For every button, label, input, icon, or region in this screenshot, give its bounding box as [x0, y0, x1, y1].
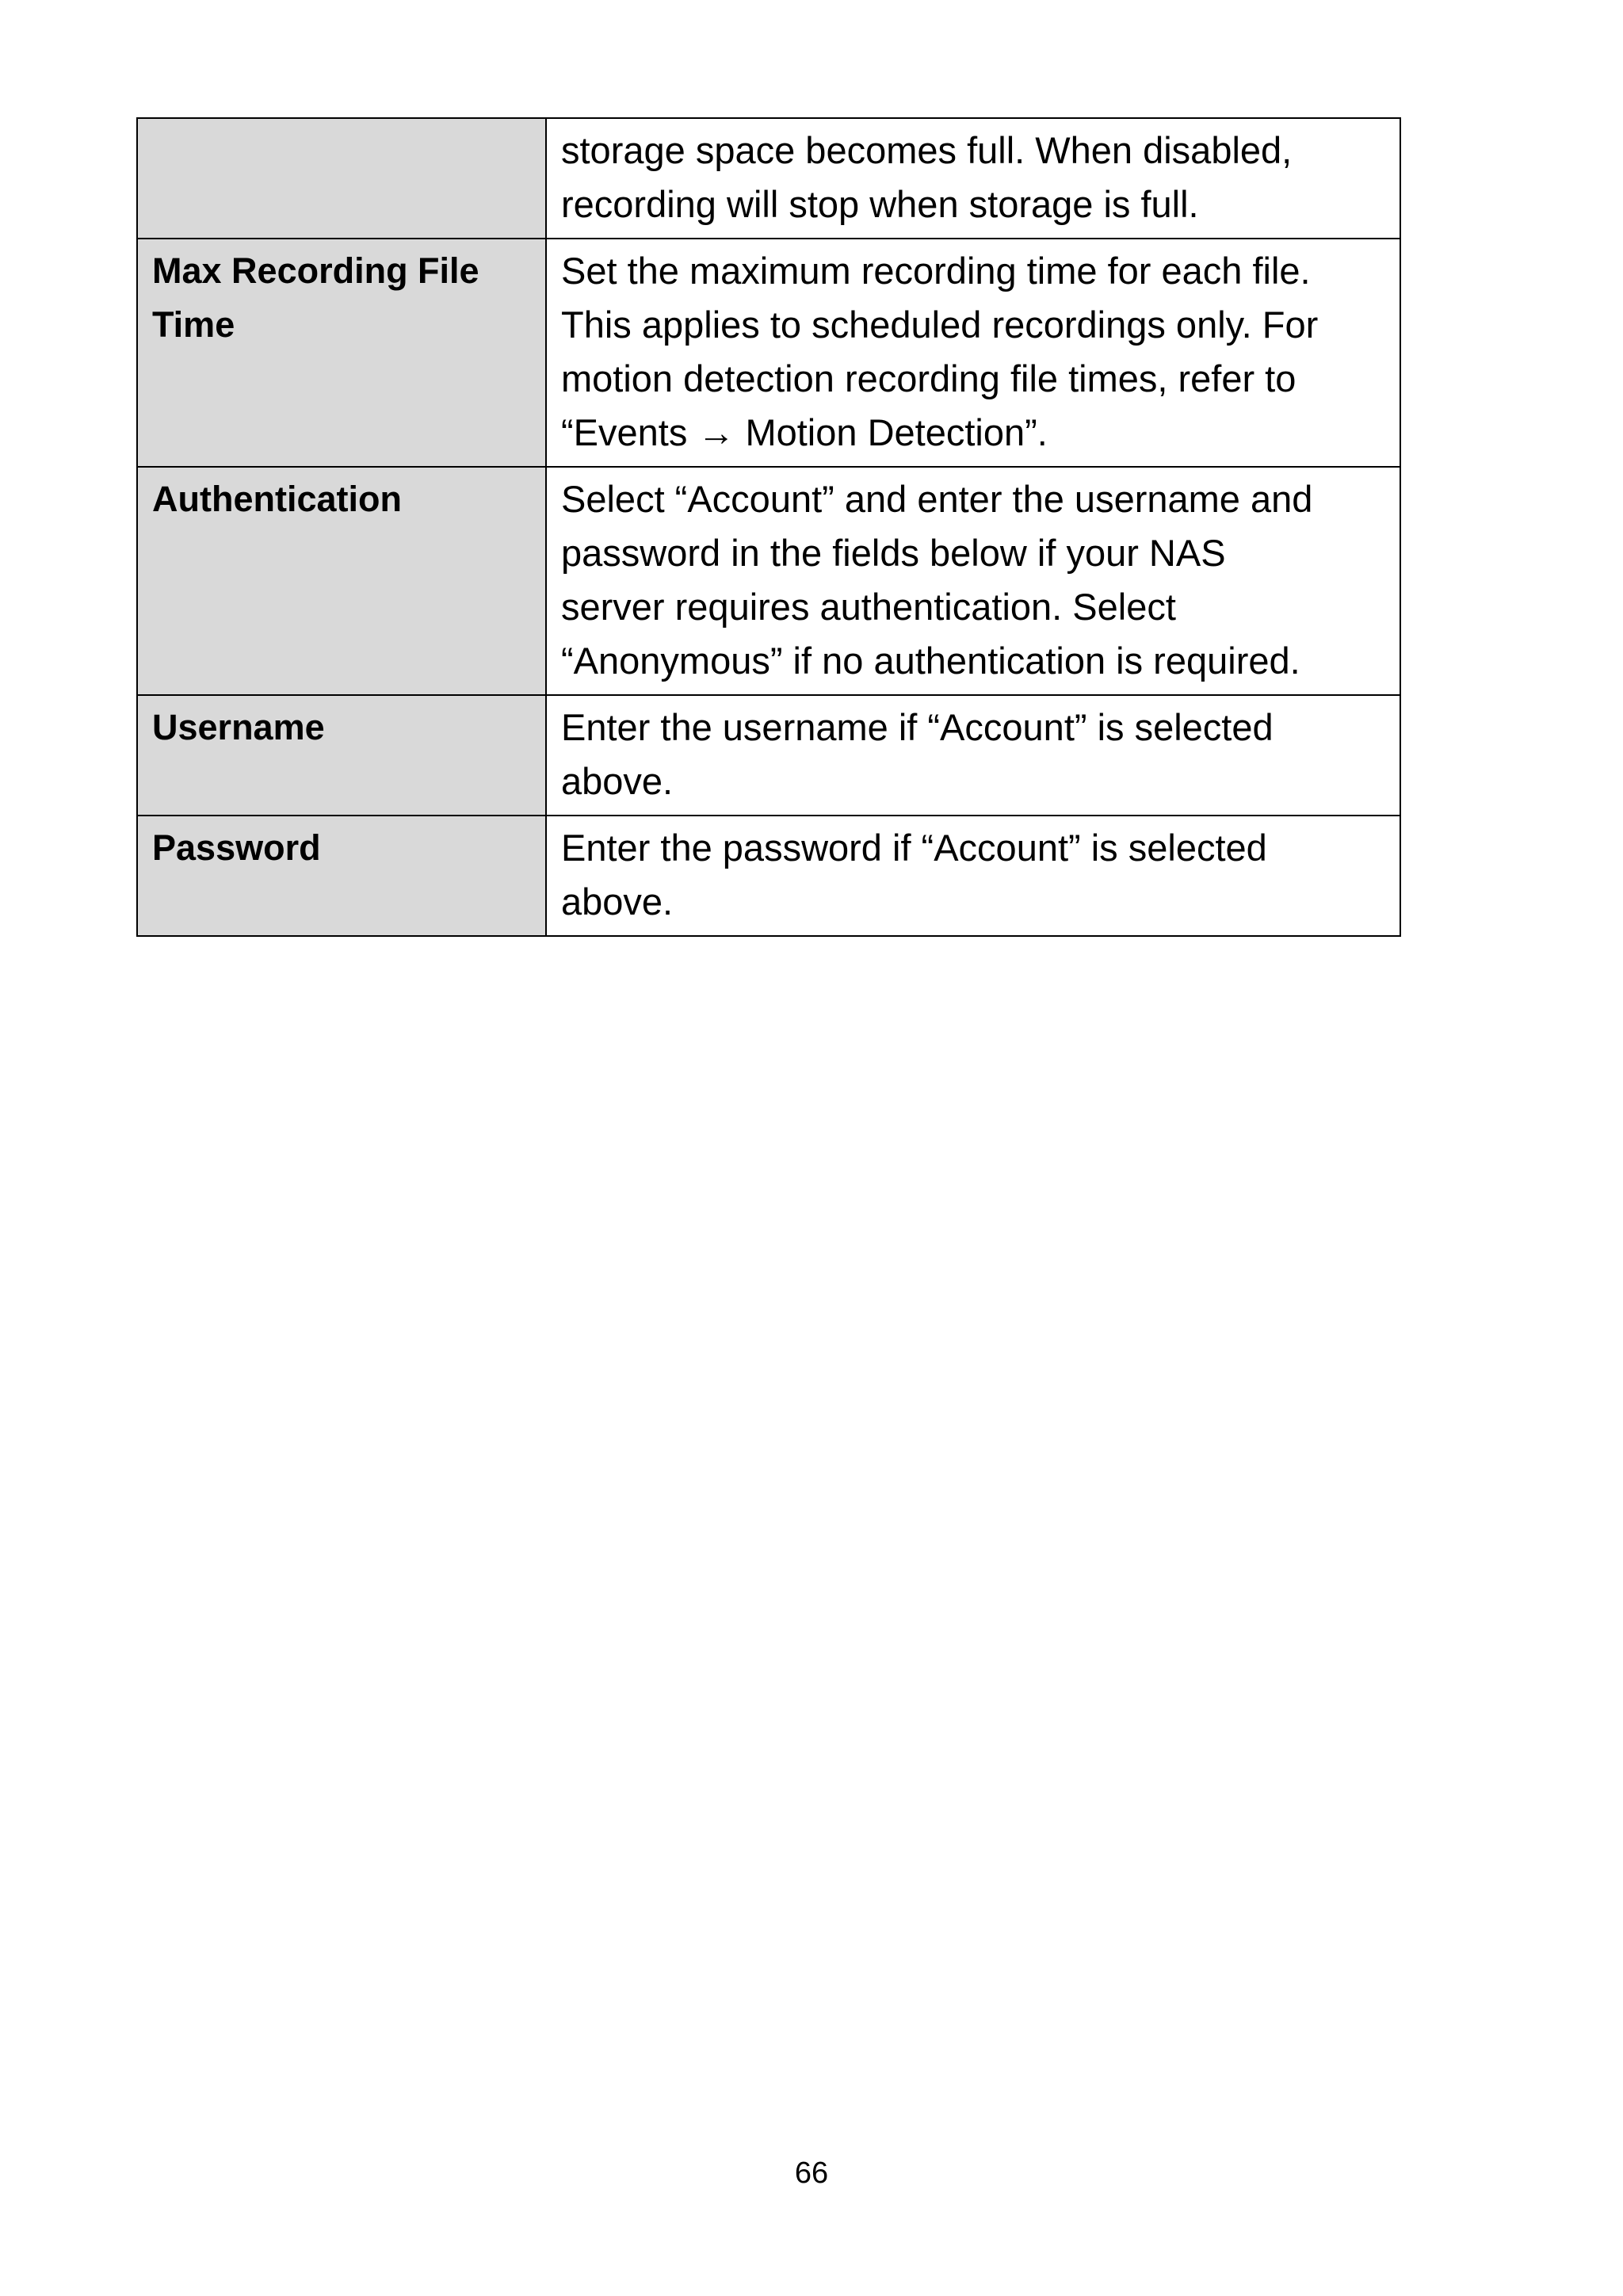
description-line: “Events → Motion Detection”.: [561, 411, 1048, 453]
table-row: [137, 695, 1400, 816]
parameter-description: [546, 118, 1400, 239]
description-line: recording will stop when storage is full.: [561, 183, 1199, 225]
description-line: “Anonymous” if no authentication is required.: [561, 640, 1300, 682]
description-line: server requires authentication. Select: [561, 586, 1176, 628]
table-row: [137, 467, 1400, 695]
parameter-name: Username: [137, 695, 546, 816]
description-line: Set the maximum recording time for each file.: [561, 250, 1311, 292]
page-number: 66: [794, 2157, 829, 2190]
description-line: motion detection recording file times, refer to: [561, 357, 1296, 399]
parameter-description: [546, 467, 1400, 695]
parameter-description: [546, 695, 1400, 816]
table-row: [137, 118, 1400, 239]
parameter-description: [546, 239, 1400, 467]
description-line: Enter the password if “Account” is selected: [561, 827, 1267, 869]
description-line: Select “Account” and enter the username and: [561, 478, 1313, 520]
description-line: above.: [561, 881, 674, 923]
parameter-name: Max Recording File Time: [137, 239, 546, 467]
parameter-description: [546, 816, 1400, 936]
parameter-table: [136, 117, 1401, 937]
description-line: password in the fields below if your NAS: [561, 532, 1226, 574]
parameter-name: Authentication: [137, 467, 546, 695]
description-line: above.: [561, 760, 674, 802]
table-row: [137, 816, 1400, 936]
description-line: Enter the username if “Account” is selected: [561, 706, 1274, 748]
description-line: This applies to scheduled recordings only. For: [561, 304, 1319, 346]
table-row: [137, 239, 1400, 467]
parameter-name: [137, 118, 546, 239]
parameter-name: Password: [137, 816, 546, 936]
description-line: storage space becomes full. When disabled,: [561, 129, 1293, 171]
